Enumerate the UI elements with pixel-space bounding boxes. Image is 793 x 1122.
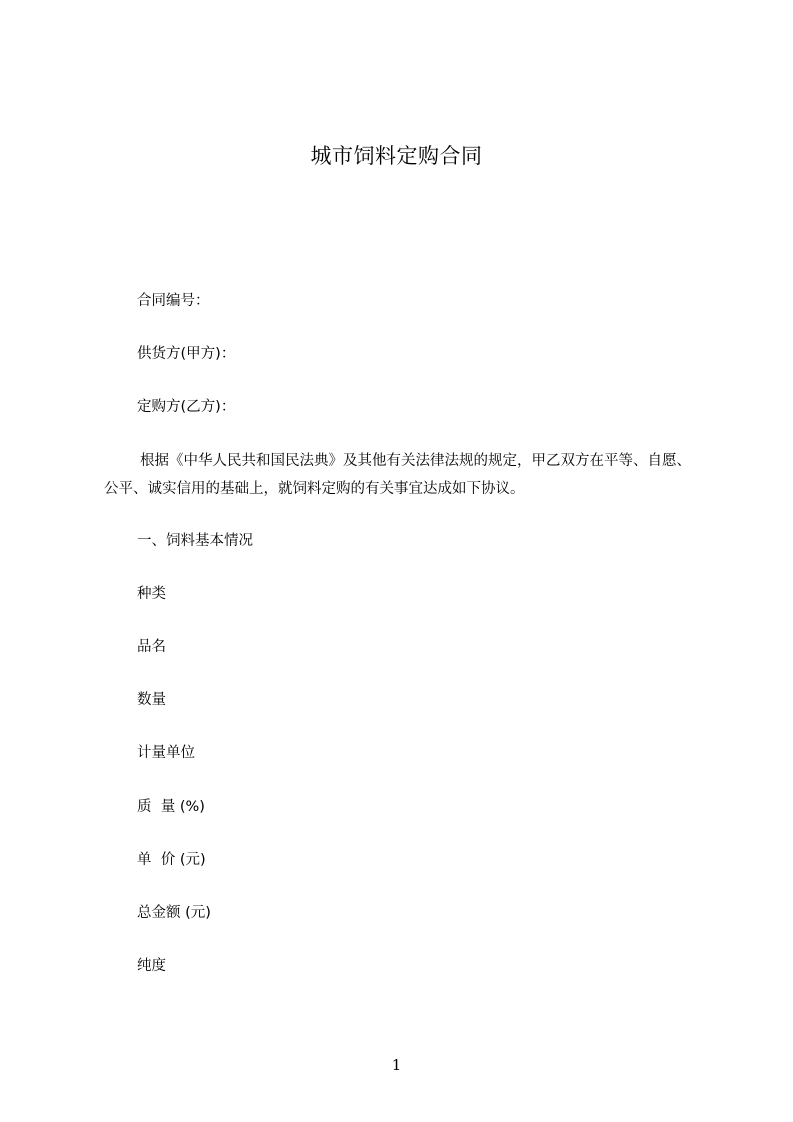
section-heading: 一、饲料基本情况 — [137, 533, 253, 549]
buyer-label: 定购方(乙方)： — [137, 399, 236, 415]
item-quantity: 数量 — [137, 692, 166, 708]
intro-paragraph: 根据《中华人民共和国民法典》及其他有关法律法规的规定，甲乙双方在平等、自愿、公平、诚实信用的基础上，就饲料定购的有关事宜达成如下协议。 — [104, 453, 691, 497]
item-unit: 计量单位 — [137, 745, 195, 761]
document-title: 城市饲料定购合同 — [310, 144, 483, 168]
item-purity: 纯度 — [137, 958, 166, 974]
item-category: 种类 — [137, 586, 166, 602]
supplier-label: 供货方(甲方)： — [137, 346, 236, 362]
item-total-amount: 总金额 (元) — [137, 905, 211, 921]
item-quality: 质 量 (%) — [137, 799, 205, 815]
contract-number-label: 合同编号： — [137, 293, 210, 309]
item-product-name: 品名 — [137, 639, 166, 655]
page-number: 1 — [391, 1056, 402, 1074]
item-unit-price: 单 价 (元) — [137, 852, 206, 868]
